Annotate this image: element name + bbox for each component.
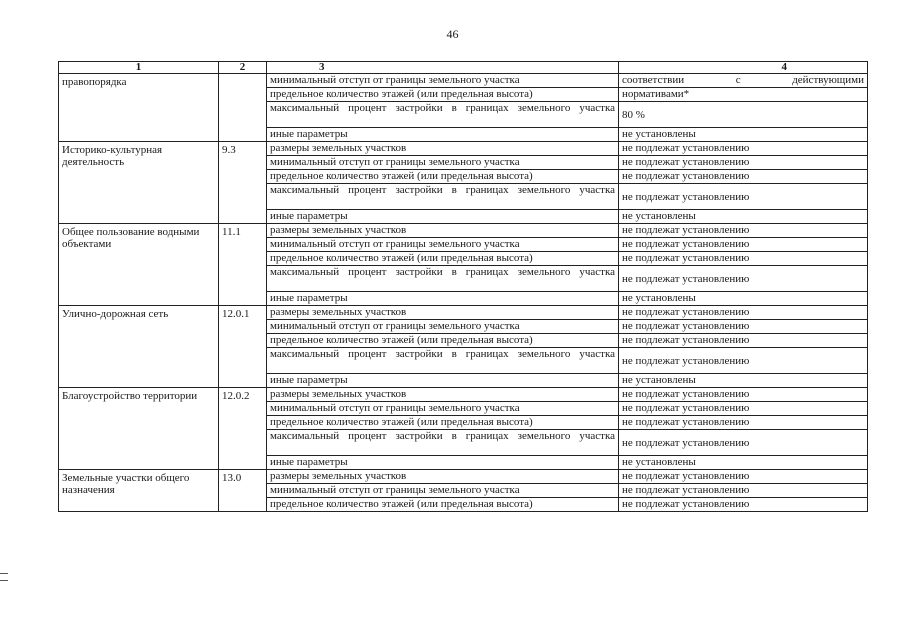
parameter-name: предельное количество этажей (или предельная высота) bbox=[267, 252, 619, 266]
land-use-name: Общее пользование водными объектами bbox=[59, 224, 219, 306]
parameter-name: размеры земельных участков bbox=[267, 388, 619, 402]
land-use-table bbox=[58, 61, 868, 512]
parameter-name: размеры земельных участков bbox=[267, 306, 619, 320]
table-row bbox=[59, 142, 868, 156]
parameter-name: максимальный процент застройки в границах земельного участка bbox=[267, 184, 619, 210]
table-row bbox=[59, 470, 868, 484]
parameter-value: не подлежат установлению bbox=[619, 184, 868, 210]
parameter-name: предельное количество этажей (или предельная высота) bbox=[267, 498, 619, 512]
parameter-value: не подлежат установлению bbox=[619, 334, 868, 348]
parameter-name: минимальный отступ от границы земельного участка bbox=[267, 156, 619, 170]
parameter-name: минимальный отступ от границы земельного участка bbox=[267, 484, 619, 498]
parameter-value: не установлены bbox=[619, 374, 868, 388]
parameter-name: минимальный отступ от границы земельного участка bbox=[267, 402, 619, 416]
parameter-name: предельное количество этажей (или предельная высота) bbox=[267, 334, 619, 348]
parameter-name: максимальный процент застройки в границах земельного участка bbox=[267, 266, 619, 292]
parameter-value: соответствии с действующими bbox=[619, 74, 868, 88]
parameter-value: не подлежат установлению bbox=[619, 142, 868, 156]
header-col-1: 1 bbox=[59, 62, 219, 74]
table-body bbox=[59, 74, 868, 512]
parameter-name: иные параметры bbox=[267, 128, 619, 142]
parameter-name: размеры земельных участков bbox=[267, 142, 619, 156]
parameter-name: максимальный процент застройки в границах земельного участка bbox=[267, 102, 619, 128]
land-use-code bbox=[219, 74, 267, 142]
land-use-name: Земельные участки общего назначения bbox=[59, 470, 219, 512]
parameter-name: иные параметры bbox=[267, 456, 619, 470]
land-use-name: Историко-культурная деятельность bbox=[59, 142, 219, 224]
parameter-value: не подлежат установлению bbox=[619, 348, 868, 374]
parameter-name: максимальный процент застройки в границах земельного участка bbox=[267, 430, 619, 456]
land-use-code: 12.0.2 bbox=[219, 388, 267, 470]
table-header-row bbox=[59, 62, 868, 74]
parameter-value: 80 % bbox=[619, 102, 868, 128]
parameter-value: не установлены bbox=[619, 128, 868, 142]
parameter-value: не подлежат установлению bbox=[619, 416, 868, 430]
table-row bbox=[59, 74, 868, 88]
land-use-code: 12.0.1 bbox=[219, 306, 267, 388]
parameter-name: максимальный процент застройки в границах земельного участка bbox=[267, 348, 619, 374]
parameter-name: иные параметры bbox=[267, 210, 619, 224]
parameter-value: не установлены bbox=[619, 210, 868, 224]
header-col-4: 4 bbox=[619, 62, 868, 74]
parameter-value: не подлежат установлению bbox=[619, 430, 868, 456]
parameter-value: не подлежат установлению bbox=[619, 498, 868, 512]
page-number: 46 bbox=[446, 27, 459, 41]
land-use-code: 11.1 bbox=[219, 224, 267, 306]
parameter-name: минимальный отступ от границы земельного участка bbox=[267, 238, 619, 252]
parameter-name: предельное количество этажей (или предельная высота) bbox=[267, 170, 619, 184]
parameter-value: не подлежат установлению bbox=[619, 224, 868, 238]
land-use-name: Благоустройство территории bbox=[59, 388, 219, 470]
parameter-value: не подлежат установлению bbox=[619, 170, 868, 184]
parameter-value: не подлежат установлению bbox=[619, 266, 868, 292]
parameter-value: не подлежат установлению bbox=[619, 470, 868, 484]
parameter-name: размеры земельных участков bbox=[267, 224, 619, 238]
land-use-code: 13.0 bbox=[219, 470, 267, 512]
parameter-name: предельное количество этажей (или предельная высота) bbox=[267, 416, 619, 430]
parameter-name: предельное количество этажей (или предельная высота) bbox=[267, 88, 619, 102]
header-col-2: 2 bbox=[219, 62, 267, 74]
land-use-name: правопорядка bbox=[59, 74, 219, 142]
parameter-value: не подлежат установлению bbox=[619, 238, 868, 252]
parameter-name: минимальный отступ от границы земельного участка bbox=[267, 320, 619, 334]
table-row bbox=[59, 388, 868, 402]
parameter-value: не подлежат установлению bbox=[619, 320, 868, 334]
parameter-value: не подлежат установлению bbox=[619, 252, 868, 266]
parameter-value: не подлежат установлению bbox=[619, 156, 868, 170]
parameter-value: не подлежат установлению bbox=[619, 484, 868, 498]
land-use-code: 9.3 bbox=[219, 142, 267, 224]
parameter-value: не подлежат установлению bbox=[619, 306, 868, 320]
margin-mark bbox=[0, 580, 8, 581]
parameter-value: не подлежат установлению bbox=[619, 402, 868, 416]
parameter-value: не установлены bbox=[619, 456, 868, 470]
table-row bbox=[59, 306, 868, 320]
parameter-name: размеры земельных участков bbox=[267, 470, 619, 484]
parameter-value: не подлежат установлению bbox=[619, 388, 868, 402]
parameter-name: минимальный отступ от границы земельного участка bbox=[267, 74, 619, 88]
parameter-name: иные параметры bbox=[267, 292, 619, 306]
table-row bbox=[59, 224, 868, 238]
land-use-name: Улично-дорожная сеть bbox=[59, 306, 219, 388]
parameter-name: иные параметры bbox=[267, 374, 619, 388]
parameter-value: нормативами* bbox=[619, 88, 868, 102]
margin-mark bbox=[0, 573, 8, 574]
parameter-value: не установлены bbox=[619, 292, 868, 306]
header-col-3: 3 bbox=[267, 62, 619, 74]
